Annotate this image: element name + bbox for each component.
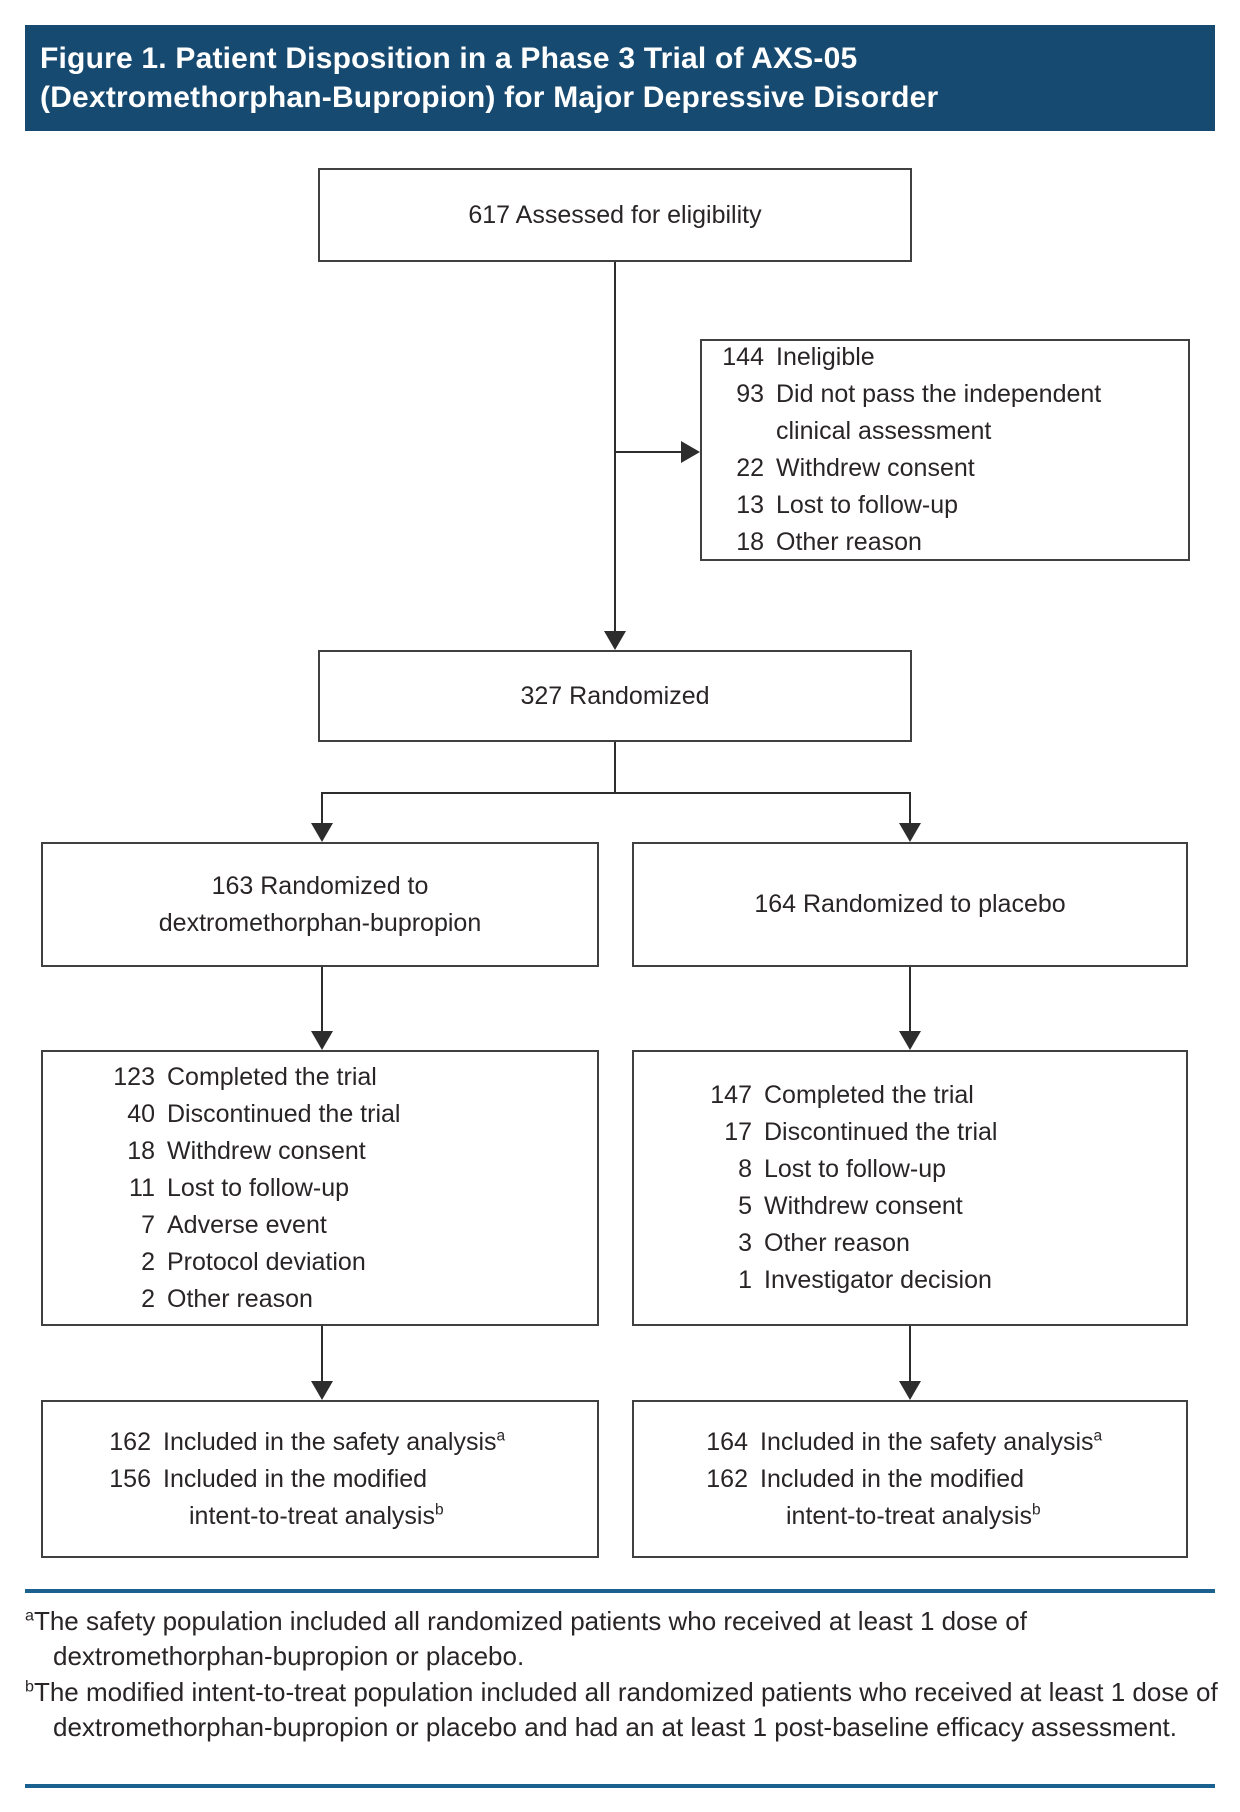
count: 162 [109, 1427, 151, 1456]
disposition-row [103, 1244, 583, 1281]
disposition-row [103, 1281, 583, 1318]
footnotes [25, 1604, 1219, 1746]
ineligible-reason-row [718, 450, 1174, 487]
assessed-count: 617 [468, 200, 511, 229]
ineligible-reason-row [718, 487, 1174, 524]
label: Adverse event [167, 1210, 327, 1239]
count: 1 [738, 1266, 752, 1294]
label-text: intent-to-treat analysis [786, 1501, 1032, 1530]
reason-count: 18 [736, 528, 764, 556]
footnote-a-marker: a [25, 1606, 34, 1625]
reason-count: 22 [736, 454, 764, 482]
arrowhead-into-analysis-placebo [899, 1381, 921, 1400]
arm-placebo-box [632, 842, 1188, 967]
randomized-count: 327 [520, 681, 563, 710]
label: Discontinued the trial [764, 1118, 998, 1146]
label: Lost to follow-up [764, 1155, 947, 1183]
count: 40 [127, 1099, 155, 1128]
randomized-label: Randomized [569, 681, 710, 710]
figure-title-line1: Figure 1. Patient Disposition in a Phase 3 Trial of AXS-05 [40, 42, 858, 75]
connector-arm-placebo-disposition [909, 967, 911, 1032]
footnote-marker: a [496, 1427, 506, 1445]
ineligible-reason-row [718, 376, 1174, 450]
reason-label: Did not pass the independent clinical assessment [776, 380, 1102, 445]
count: 2 [141, 1284, 155, 1313]
count: 164 [706, 1427, 748, 1456]
ineligible-row [718, 339, 1174, 376]
disposition-row [700, 1188, 1172, 1225]
arrowhead-into-disposition-dxm [311, 1031, 333, 1050]
label: Other reason [764, 1229, 910, 1257]
connector-assessed-randomized [614, 262, 616, 631]
arrowhead-into-disposition-placebo [899, 1031, 921, 1050]
analysis-row [696, 1461, 1176, 1498]
connector-disposition-analysis-placebo [909, 1326, 911, 1382]
analysis-row-continuation [99, 1498, 587, 1535]
disposition-row [103, 1096, 583, 1133]
label: Withdrew consent [764, 1192, 963, 1220]
arrowhead-into-randomized [604, 631, 626, 650]
label-continuation [163, 1498, 444, 1535]
arrowhead-into-arm-dxm [311, 823, 333, 842]
count: 17 [724, 1118, 752, 1146]
disposition-row [103, 1133, 583, 1170]
reason-count: 93 [736, 380, 764, 408]
connector-to-ineligible [614, 451, 682, 453]
label: Included in the modified [760, 1464, 1025, 1493]
analysis-dxm-box [41, 1400, 599, 1558]
footnote-b [25, 1675, 1219, 1745]
connector-split-left [321, 792, 323, 825]
disposition-placebo-box [632, 1050, 1188, 1326]
label: Discontinued the trial [167, 1099, 401, 1128]
reason-label: Lost to follow-up [776, 491, 959, 519]
count: 147 [710, 1081, 752, 1109]
connector-split-horizontal [321, 792, 911, 794]
figure-title-line2: (Dextromethorphan-Bupropion) for Major Depressive Disorder [40, 81, 939, 114]
analysis-row [99, 1461, 587, 1498]
count: 5 [738, 1192, 752, 1220]
count: 123 [113, 1062, 155, 1091]
count: 3 [738, 1229, 752, 1257]
label: Lost to follow-up [167, 1173, 350, 1202]
disposition-row [700, 1151, 1172, 1188]
assessed-box [318, 168, 912, 262]
figure-title-banner [25, 25, 1215, 131]
divider-rule-top [25, 1589, 1215, 1593]
disposition-row [700, 1077, 1172, 1114]
count-spacer [99, 1498, 151, 1535]
footnote-marker: a [1093, 1427, 1103, 1445]
footnote-b-text: The modified intent-to-treat population included all randomized patients who received at least 1 dose of dextromethorphan-bupropion or placebo and had an at least 1 post-baseline efficacy assessment. [33, 1677, 1218, 1742]
disposition-row [103, 1170, 583, 1207]
count: 8 [738, 1155, 752, 1183]
disposition-row [700, 1225, 1172, 1262]
label: Completed the trial [764, 1081, 974, 1109]
footnote-b-marker: b [25, 1677, 34, 1696]
assessed-label: Assessed for eligibility [515, 200, 762, 229]
ineligible-box [700, 339, 1190, 561]
connector-split-right [909, 792, 911, 825]
arm-dxm-line1: 163 Randomized to [211, 871, 429, 900]
randomized-text [520, 678, 709, 715]
connector-disposition-analysis-dxm [321, 1326, 323, 1382]
label-text: intent-to-treat analysis [189, 1501, 435, 1530]
count: 7 [141, 1210, 155, 1239]
footnote-a-text: The safety population included all randomized patients who received at least 1 dose of dextromethorphan-bupropion or placebo. [33, 1606, 1027, 1671]
label-text: Included in the safety analysis [760, 1427, 1094, 1456]
label [163, 1424, 505, 1461]
reason-label: Withdrew consent [776, 454, 975, 482]
label [760, 1424, 1102, 1461]
label: Protocol deviation [167, 1247, 366, 1276]
count: 156 [109, 1464, 151, 1493]
connector-arm-dxm-disposition [321, 967, 323, 1032]
label: Other reason [167, 1284, 313, 1313]
analysis-row [99, 1424, 587, 1461]
label: Investigator decision [764, 1266, 992, 1294]
reason-label: Other reason [776, 528, 922, 556]
count-spacer [696, 1498, 748, 1535]
footnote-a [25, 1604, 1219, 1674]
label-text: Included in the safety analysis [163, 1427, 497, 1456]
arm-placebo-line1: 164 Randomized to placebo [754, 890, 1066, 918]
count: 11 [129, 1173, 155, 1202]
count: 18 [127, 1136, 155, 1165]
disposition-row [103, 1207, 583, 1244]
label: Included in the modified [163, 1464, 428, 1493]
label: Withdrew consent [167, 1136, 366, 1165]
label: Completed the trial [167, 1062, 377, 1091]
disposition-dxm-box [41, 1050, 599, 1326]
arrowhead-into-analysis-dxm [311, 1381, 333, 1400]
ineligible-label: Ineligible [776, 343, 875, 371]
divider-rule-bottom [25, 1784, 1215, 1788]
disposition-row [103, 1059, 583, 1096]
arrowhead-into-arm-placebo [899, 823, 921, 842]
count: 162 [706, 1464, 748, 1493]
arm-dxm-line2: dextromethorphan-bupropion [158, 908, 482, 937]
disposition-row [700, 1114, 1172, 1151]
ineligible-reason-row [718, 524, 1174, 561]
disposition-row [700, 1262, 1172, 1299]
connector-randomized-split [614, 742, 616, 794]
ineligible-count: 144 [722, 343, 764, 371]
assessed-text [468, 197, 761, 234]
footnote-marker: b [1031, 1501, 1041, 1519]
reason-count: 13 [736, 491, 764, 519]
count: 2 [141, 1247, 155, 1276]
arrowhead-into-ineligible [681, 441, 700, 463]
arm-dxm-box [41, 842, 599, 967]
analysis-row [696, 1424, 1176, 1461]
label-continuation [760, 1498, 1041, 1535]
analysis-placebo-box [632, 1400, 1188, 1558]
randomized-box [318, 650, 912, 742]
analysis-row-continuation [696, 1498, 1176, 1535]
footnote-marker: b [434, 1501, 444, 1519]
